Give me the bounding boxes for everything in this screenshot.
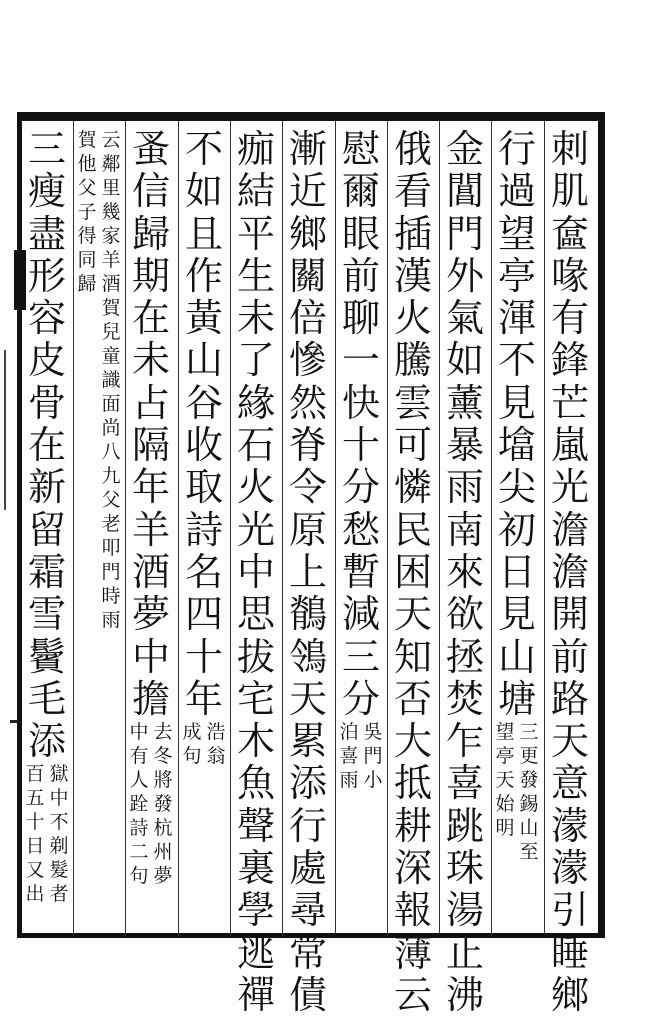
annotation-line: 中 有 人 跧 詩 二 句 — [129, 721, 149, 888]
column-divider — [125, 121, 126, 933]
column-divider — [230, 121, 231, 933]
column-divider — [335, 121, 336, 933]
text-column — [493, 128, 541, 864]
gutter-mark — [4, 350, 20, 510]
column-divider — [439, 121, 440, 933]
main-text: 慰 爾 眼 前 聊 一 快 十 分 愁 暫 減 三 分 — [341, 127, 380, 721]
annotation — [180, 720, 228, 768]
main-text: 不 如 且 作 黃 山 谷 收 取 詩 名 四 十 年 — [184, 127, 223, 721]
main-text: 金 閶 門 外 氣 如 薰 暴 雨 南 來 欲 拯 焚 乍 喜 跳 珠 湯 止 沸 — [445, 127, 484, 1017]
left-border-rule — [17, 112, 22, 938]
annotation-line: 浩 翁 — [206, 721, 226, 768]
main-text: 刺 肌 奩 喙 有 鋒 芒 嵐 光 澹 澹 開 前 路 天 意 濛 濛 引 睡 鄉 — [550, 127, 589, 1017]
annotation-line: 成 句 — [182, 721, 202, 768]
annotation — [127, 720, 175, 888]
text-column — [546, 128, 594, 1016]
text-column — [337, 128, 385, 792]
main-text: 行 過 望 亭 渾 不 見 墖 尖 初 日 見 山 塘 — [497, 127, 536, 721]
column-divider — [387, 121, 388, 933]
text-column — [75, 128, 123, 632]
annotation-line: 獄 中 不 剃 髮 者 — [49, 763, 69, 906]
text-column — [23, 128, 71, 906]
annotation-line: 三 更 發 錫 山 至 — [519, 721, 539, 864]
annotation-line: 賀 他 父 子 得 同 歸 — [77, 129, 97, 295]
main-text: 痂 結 平 生 未 了 緣 石 火 光 中 思 拔 宅 木 魚 聲 裏 學 逃 禪 — [236, 127, 275, 1017]
annotation-line: 百 五 十 日 又 出 — [25, 763, 45, 906]
text-column — [180, 128, 228, 768]
column-divider — [491, 121, 492, 933]
text-column — [232, 128, 280, 1016]
main-text: 漸 近 鄉 關 倍 慘 然 脊 令 原 上 鶺 鴒 天 累 添 行 處 尋 常 債 — [288, 127, 327, 1017]
right-border-rule — [598, 112, 605, 938]
gutter-mark — [10, 720, 18, 763]
annotation-line: 泊 喜 雨 — [339, 721, 359, 792]
main-text: 三 瘦 盡 形 容 皮 骨 在 新 留 霜 雪 鬢 毛 添 — [27, 127, 66, 764]
annotation-line: 吳 門 小 — [363, 721, 383, 792]
main-text: 俄 看 插 漢 火 騰 雲 可 憐 民 困 天 知 否 大 抵 耕 深 報 薄 云 — [393, 127, 432, 1017]
column-divider — [282, 121, 283, 933]
annotation — [493, 720, 541, 864]
column-divider — [73, 121, 74, 933]
annotation — [23, 762, 71, 906]
annotation — [75, 128, 123, 632]
text-column — [441, 128, 489, 1016]
text-column — [127, 128, 175, 888]
column-divider — [544, 121, 545, 933]
main-text: 蚤 信 歸 期 在 未 占 隔 年 羊 酒 夢 中 擔 — [131, 127, 170, 721]
text-column — [284, 128, 332, 1016]
annotation-line: 望 亭 天 始 明 — [495, 721, 515, 840]
column-divider — [178, 121, 179, 933]
annotation — [337, 720, 385, 792]
text-column — [389, 128, 437, 1016]
annotation-line: 云 鄰 里 幾 家 羊 酒 賀 兒 童 識 面 尚 八 九 父 老 叩 門 時 雨 — [101, 129, 121, 631]
annotation-line: 去 冬 將 發 杭 州 夢 — [153, 721, 173, 888]
